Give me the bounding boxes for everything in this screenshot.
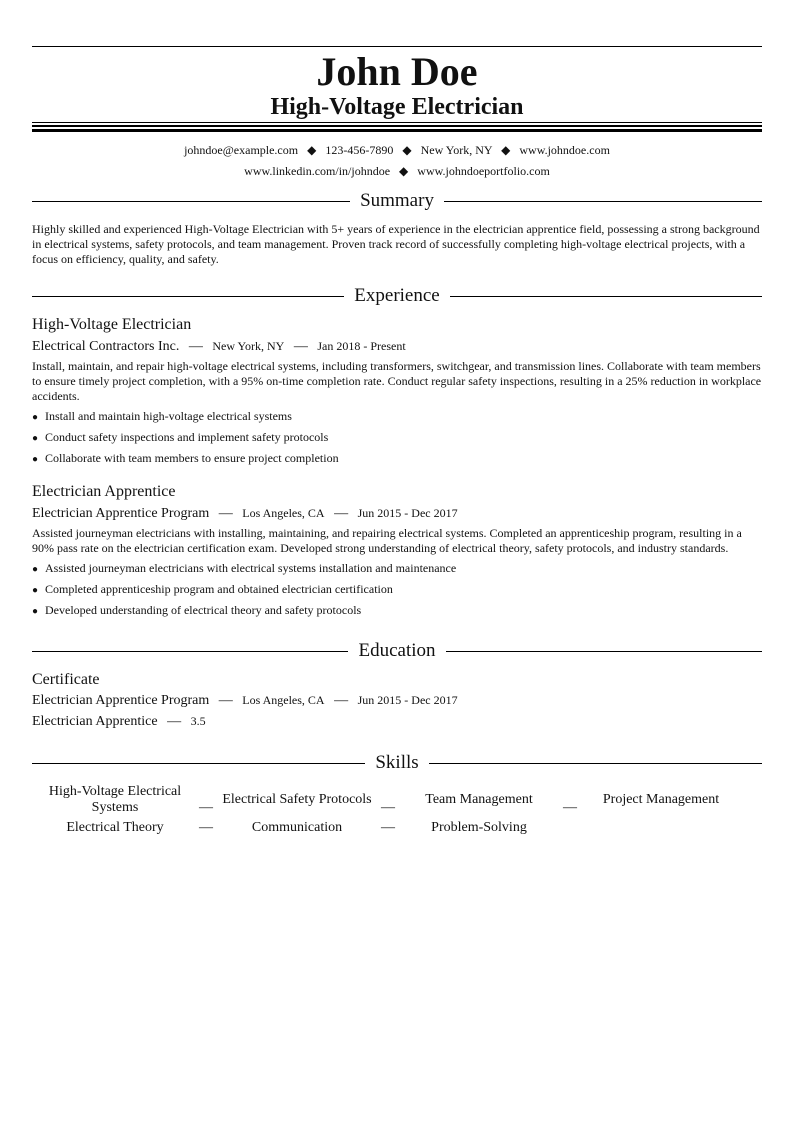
bullet-icon: ● [32,606,39,617]
skill-item: Electrical Theory [66,820,164,835]
job-location: Los Angeles, CA [242,506,325,520]
skill-divider: — [381,820,395,835]
job-company: Electrician Apprentice Program [32,506,210,521]
education-program-line [32,711,762,732]
skill-divider: — [563,800,577,815]
job-bullets [32,407,762,470]
education-degree: Certificate [32,671,100,688]
separator-icon: ◆ [501,143,511,157]
job-title: High-Voltage Electrician [32,316,192,333]
skill-item: Electrical Safety Protocols [222,792,372,807]
candidate-name: John Doe [316,49,478,94]
skill-item: Team Management [425,792,533,807]
dash-divider: — [188,339,203,354]
dash-divider: — [218,693,233,708]
list-item [32,449,762,470]
education-institution: Electrician Apprentice Program [32,693,210,708]
job-description: Install, maintain, and repair high-voltage electrical systems, including transformers, switchgear, and transmission lines. Collaborate with team members to ensure timely project completion, with a 95% on-time completion rate. Conduct regular safety inspections, resulting in a 25% reduction in workplace accidents. [32,359,762,403]
skill-divider: — [199,820,213,835]
separator-icon: ◆ [307,143,317,157]
skill-divider: — [381,800,395,815]
dash-divider: — [334,693,349,708]
job-meta [32,337,762,356]
dash-divider: — [218,506,233,521]
summary-text: Highly skilled and experienced High-Voltage Electrician with 5+ years of experience in the electrician apprentice field, possessing a strong background in electrical systems, safety protocols, and team management. Proven track record of successfully completing high-voltage electrical projects, with a focus on efficiency, quality, and safety. [32,222,760,266]
skill-item: Communication [251,820,343,835]
education-heading-label: Education [358,640,436,661]
bullet-icon: ● [32,412,39,423]
location-text: New York, NY [420,143,493,157]
education-entry [32,670,762,732]
experience-heading-label: Experience [354,285,440,306]
education-program: Electrician Apprentice [32,714,158,729]
bullet-text: Completed apprenticeship program and obtained electrician certification [45,582,393,596]
job-dates: Jan 2018 - Present [317,339,406,353]
job-bullets [32,559,762,622]
job-company: Electrical Contractors Inc. [32,339,180,354]
bullet-text: Conduct safety inspections and implement safety protocols [45,430,329,444]
header-rules [32,122,762,132]
bullet-icon: ● [32,433,39,444]
bullet-text: Developed understanding of electrical theory and safety protocols [45,603,362,617]
list-item [32,407,762,428]
list-item [32,428,762,449]
education-location: Los Angeles, CA [242,693,325,707]
job-description: Assisted journeyman electricians with installing, maintaining, and repairing electrical systems. Completed an apprenticeship program, resulting in a 90% pass rate on the electrician certification exam. Developed strong understanding of electrical theory, safety protocols, and industry standards. [32,526,742,555]
list-item [32,580,762,601]
skills-grid [32,784,762,836]
separator-icon: ◆ [399,164,409,178]
contact-line-2 [32,164,762,178]
job-title: Electrician Apprentice [32,483,176,500]
dash-divider: — [293,339,308,354]
job-dates: Jun 2015 - Dec 2017 [357,506,458,520]
bullet-icon: ● [32,564,39,575]
linkedin-link[interactable]: www.linkedin.com/in/johndoe [244,164,391,178]
summary-heading [32,190,762,212]
dash-divider: — [167,714,182,729]
top-rule [32,46,762,47]
experience-heading [32,285,762,307]
website-link[interactable]: www.johndoe.com [519,143,610,157]
skills-heading-label: Skills [375,752,419,773]
portfolio-link[interactable]: www.johndoeportfolio.com [417,164,550,178]
education-dates: Jun 2015 - Dec 2017 [357,693,458,707]
phone-text: 123-456-7890 [325,143,394,157]
bullet-icon: ● [32,454,39,465]
education-meta [32,690,762,711]
skill-item: Problem-Solving [431,820,527,835]
list-item [32,601,762,622]
skill-item: High-Voltage Electrical Systems [48,784,182,815]
job-meta [32,504,762,523]
education-heading [32,640,762,662]
bullet-icon: ● [32,585,39,596]
separator-icon: ◆ [402,143,412,157]
job-entry [32,315,762,470]
summary-heading-label: Summary [360,190,434,211]
skill-divider: — [199,800,213,815]
list-item [32,559,762,580]
bullet-text: Install and maintain high-voltage electrical systems [45,409,292,423]
skill-item: Project Management [602,792,720,807]
dash-divider: — [334,506,349,521]
job-entry [32,482,762,622]
skills-heading [32,752,762,774]
bullet-text: Assisted journeyman electricians with electrical systems installation and maintenance [45,561,457,575]
candidate-title: High-Voltage Electrician [270,94,524,120]
email-link[interactable]: johndoe@example.com [184,143,299,157]
education-gpa: 3.5 [190,714,206,728]
bullet-text: Collaborate with team members to ensure project completion [45,451,339,465]
resume-page [32,0,762,836]
contact-line-1 [32,143,762,157]
job-location: New York, NY [212,339,285,353]
